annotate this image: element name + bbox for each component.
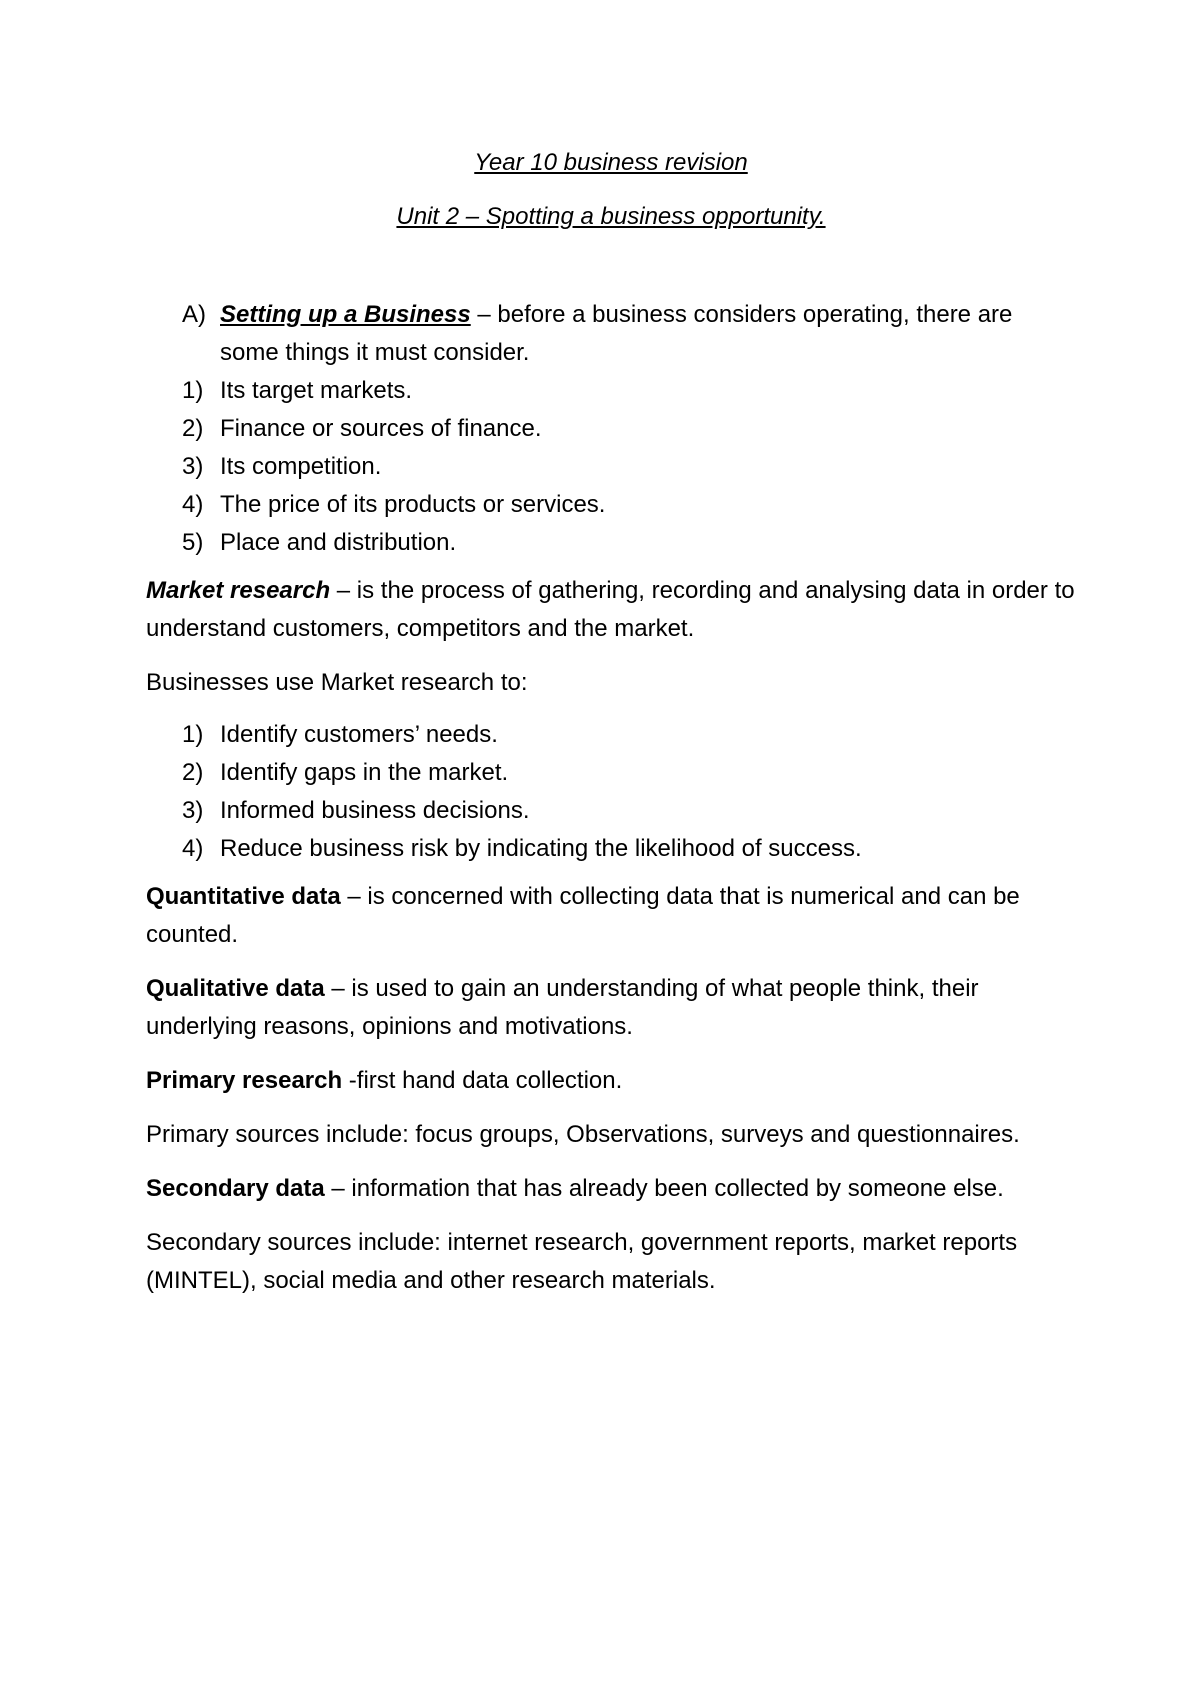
list-marker: 4) — [182, 835, 204, 862]
secondary-data-definition — [146, 1170, 1076, 1208]
definition-term: Primary research — [146, 1067, 343, 1094]
list-item-text: Place and distribution. — [220, 529, 457, 556]
definition-text: -first hand data collection. — [342, 1067, 623, 1094]
list-item-text: Finance or sources of finance. — [220, 415, 542, 442]
list-item-text: Identify gaps in the market. — [220, 759, 509, 786]
list-item — [146, 486, 1076, 524]
definition-term: Qualitative data — [146, 975, 325, 1002]
list-item-text: Informed business decisions. — [220, 797, 530, 824]
list-item — [146, 792, 1076, 830]
list-marker: 3) — [182, 453, 204, 480]
section-a-item — [146, 296, 1076, 372]
list-item-text: The price of its products or services. — [220, 491, 606, 518]
definition-text: – is concerned with collecting data that is numerical and can be counted. — [146, 883, 1020, 948]
definition-text: – information that has already been collected by someone else. — [324, 1175, 1004, 1202]
qualitative-definition — [146, 970, 1076, 1046]
list-item — [146, 410, 1076, 448]
list-marker: 5) — [182, 529, 204, 556]
list-item — [146, 830, 1076, 868]
list-item-text: Its target markets. — [220, 377, 413, 404]
list-marker: 1) — [182, 721, 204, 748]
quantitative-definition — [146, 878, 1076, 954]
list-item — [146, 372, 1076, 410]
section-a-text: – before a business considers operating, there are some things it must consider. — [220, 301, 1013, 366]
definition-term: Quantitative data — [146, 883, 341, 910]
definition-text: – is used to gain an understanding of what people think, their underlying reasons, opinions and motivations. — [146, 975, 979, 1040]
list-item-text: Identify customers’ needs. — [220, 721, 498, 748]
list-marker: 4) — [182, 491, 204, 518]
uses-intro: Businesses use Market research to: — [146, 669, 528, 696]
section-a-list — [146, 296, 1076, 562]
definition-term: Secondary data — [146, 1175, 325, 1202]
definition-text: – is the process of gathering, recording and analysing data in order to understand customers, competitors and the market. — [146, 577, 1075, 642]
list-item — [146, 754, 1076, 792]
list-marker: 2) — [182, 415, 204, 442]
list-item-text: Reduce business risk by indicating the likelihood of success. — [220, 835, 862, 862]
list-marker: 3) — [182, 797, 204, 824]
market-research-definition — [146, 572, 1076, 648]
list-marker: A) — [182, 301, 206, 328]
page-title: Year 10 business revision — [474, 149, 748, 176]
secondary-sources: Secondary sources include: internet research, government reports, market reports (MINTEL), social media and other research materials. — [146, 1229, 1018, 1294]
definition-term: Market research — [146, 577, 331, 604]
section-a-term: Setting up a Business — [220, 301, 471, 328]
list-item-text: Its competition. — [220, 453, 382, 480]
primary-sources: Primary sources include: focus groups, Observations, surveys and questionnaires. — [146, 1121, 1020, 1148]
page-subtitle: Unit 2 – Spotting a business opportunity. — [396, 203, 826, 230]
list-item — [146, 716, 1076, 754]
primary-research-definition — [146, 1062, 1076, 1100]
list-marker: 2) — [182, 759, 204, 786]
uses-list — [146, 716, 1076, 868]
list-marker: 1) — [182, 377, 204, 404]
document-body — [146, 144, 1076, 1316]
list-item — [146, 448, 1076, 486]
list-item — [146, 524, 1076, 562]
